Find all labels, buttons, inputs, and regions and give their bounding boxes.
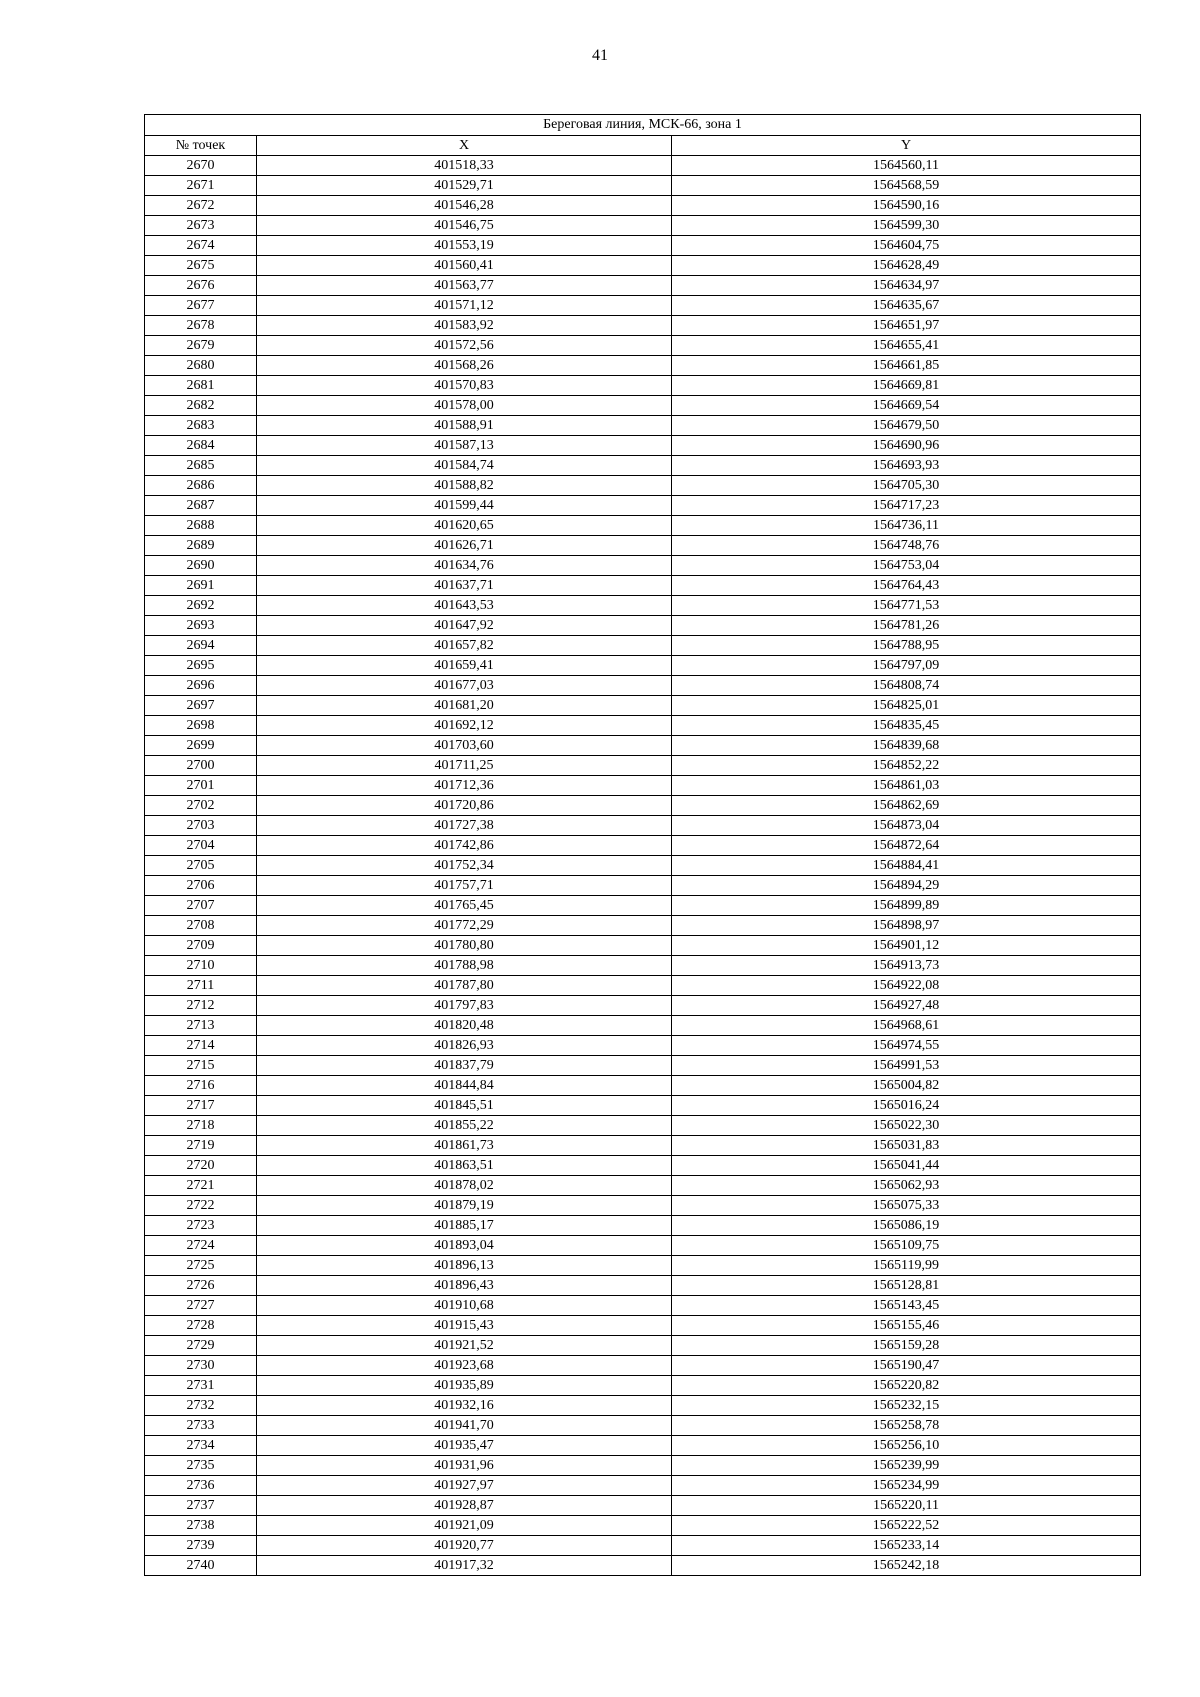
table-row bbox=[145, 1436, 1141, 1456]
cell-point-number: 2724 bbox=[145, 1236, 257, 1256]
cell-x: 401910,68 bbox=[257, 1296, 672, 1316]
table-header-row bbox=[145, 136, 1141, 156]
table-row bbox=[145, 296, 1141, 316]
cell-y: 1564599,30 bbox=[672, 216, 1141, 236]
cell-y: 1564748,76 bbox=[672, 536, 1141, 556]
table-row bbox=[145, 316, 1141, 336]
cell-point-number: 2736 bbox=[145, 1476, 257, 1496]
cell-point-number: 2703 bbox=[145, 816, 257, 836]
table-row bbox=[145, 1096, 1141, 1116]
cell-x: 401677,03 bbox=[257, 676, 672, 696]
cell-point-number: 2721 bbox=[145, 1176, 257, 1196]
cell-y: 1565086,19 bbox=[672, 1216, 1141, 1236]
table-row bbox=[145, 1336, 1141, 1356]
table-row bbox=[145, 1556, 1141, 1576]
cell-y: 1565220,82 bbox=[672, 1376, 1141, 1396]
table-row bbox=[145, 1256, 1141, 1276]
table-row bbox=[145, 456, 1141, 476]
table-row bbox=[145, 536, 1141, 556]
cell-x: 401588,91 bbox=[257, 416, 672, 436]
table-row bbox=[145, 996, 1141, 1016]
table-row bbox=[145, 416, 1141, 436]
cell-point-number: 2697 bbox=[145, 696, 257, 716]
cell-x: 401703,60 bbox=[257, 736, 672, 756]
cell-y: 1564901,12 bbox=[672, 936, 1141, 956]
cell-y: 1565062,93 bbox=[672, 1176, 1141, 1196]
table-row bbox=[145, 436, 1141, 456]
cell-x: 401546,28 bbox=[257, 196, 672, 216]
cell-y: 1564655,41 bbox=[672, 336, 1141, 356]
cell-y: 1564634,97 bbox=[672, 276, 1141, 296]
table-row bbox=[145, 256, 1141, 276]
cell-point-number: 2726 bbox=[145, 1276, 257, 1296]
cell-y: 1565016,24 bbox=[672, 1096, 1141, 1116]
table-row bbox=[145, 876, 1141, 896]
cell-y: 1564764,43 bbox=[672, 576, 1141, 596]
cell-point-number: 2691 bbox=[145, 576, 257, 596]
cell-y: 1564679,50 bbox=[672, 416, 1141, 436]
cell-x: 401797,83 bbox=[257, 996, 672, 1016]
cell-y: 1565233,14 bbox=[672, 1536, 1141, 1556]
cell-point-number: 2722 bbox=[145, 1196, 257, 1216]
cell-y: 1564669,81 bbox=[672, 376, 1141, 396]
cell-x: 401935,89 bbox=[257, 1376, 672, 1396]
table-row bbox=[145, 1536, 1141, 1556]
cell-x: 401568,26 bbox=[257, 356, 672, 376]
cell-x: 401772,29 bbox=[257, 916, 672, 936]
table-row bbox=[145, 716, 1141, 736]
cell-y: 1564797,09 bbox=[672, 656, 1141, 676]
cell-y: 1565041,44 bbox=[672, 1156, 1141, 1176]
table-row bbox=[145, 156, 1141, 176]
table-row bbox=[145, 1516, 1141, 1536]
cell-point-number: 2673 bbox=[145, 216, 257, 236]
cell-y: 1564862,69 bbox=[672, 796, 1141, 816]
cell-y: 1564736,11 bbox=[672, 516, 1141, 536]
table-row bbox=[145, 856, 1141, 876]
cell-y: 1565222,52 bbox=[672, 1516, 1141, 1536]
cell-point-number: 2725 bbox=[145, 1256, 257, 1276]
cell-x: 401637,71 bbox=[257, 576, 672, 596]
cell-point-number: 2701 bbox=[145, 776, 257, 796]
cell-point-number: 2688 bbox=[145, 516, 257, 536]
cell-point-number: 2678 bbox=[145, 316, 257, 336]
cell-point-number: 2737 bbox=[145, 1496, 257, 1516]
table-row bbox=[145, 236, 1141, 256]
cell-point-number: 2674 bbox=[145, 236, 257, 256]
cell-x: 401788,98 bbox=[257, 956, 672, 976]
table-row bbox=[145, 1116, 1141, 1136]
cell-x: 401578,00 bbox=[257, 396, 672, 416]
table-row bbox=[145, 656, 1141, 676]
table-row bbox=[145, 476, 1141, 496]
cell-x: 401921,52 bbox=[257, 1336, 672, 1356]
cell-point-number: 2727 bbox=[145, 1296, 257, 1316]
cell-point-number: 2723 bbox=[145, 1216, 257, 1236]
cell-x: 401826,93 bbox=[257, 1036, 672, 1056]
cell-y: 1564628,49 bbox=[672, 256, 1141, 276]
cell-x: 401571,12 bbox=[257, 296, 672, 316]
table-row bbox=[145, 1276, 1141, 1296]
cell-x: 401855,22 bbox=[257, 1116, 672, 1136]
table-row bbox=[145, 176, 1141, 196]
cell-point-number: 2682 bbox=[145, 396, 257, 416]
cell-y: 1565220,11 bbox=[672, 1496, 1141, 1516]
cell-point-number: 2696 bbox=[145, 676, 257, 696]
cell-y: 1564884,41 bbox=[672, 856, 1141, 876]
cell-y: 1564788,95 bbox=[672, 636, 1141, 656]
cell-point-number: 2729 bbox=[145, 1336, 257, 1356]
cell-y: 1564968,61 bbox=[672, 1016, 1141, 1036]
table-row bbox=[145, 1456, 1141, 1476]
table-row bbox=[145, 1196, 1141, 1216]
cell-y: 1564604,75 bbox=[672, 236, 1141, 256]
cell-y: 1564690,96 bbox=[672, 436, 1141, 456]
cell-point-number: 2709 bbox=[145, 936, 257, 956]
table-row bbox=[145, 796, 1141, 816]
cell-x: 401727,38 bbox=[257, 816, 672, 836]
cell-y: 1564808,74 bbox=[672, 676, 1141, 696]
cell-y: 1565109,75 bbox=[672, 1236, 1141, 1256]
cell-y: 1564894,29 bbox=[672, 876, 1141, 896]
cell-x: 401647,92 bbox=[257, 616, 672, 636]
table-row bbox=[145, 216, 1141, 236]
cell-x: 401879,19 bbox=[257, 1196, 672, 1216]
cell-x: 401620,65 bbox=[257, 516, 672, 536]
cell-y: 1564991,53 bbox=[672, 1056, 1141, 1076]
cell-y: 1564781,26 bbox=[672, 616, 1141, 636]
table-row bbox=[145, 596, 1141, 616]
cell-point-number: 2695 bbox=[145, 656, 257, 676]
cell-x: 401588,82 bbox=[257, 476, 672, 496]
table-row bbox=[145, 636, 1141, 656]
cell-point-number: 2715 bbox=[145, 1056, 257, 1076]
cell-point-number: 2698 bbox=[145, 716, 257, 736]
cell-point-number: 2712 bbox=[145, 996, 257, 1016]
cell-point-number: 2730 bbox=[145, 1356, 257, 1376]
cell-y: 1564590,16 bbox=[672, 196, 1141, 216]
cell-x: 401587,13 bbox=[257, 436, 672, 456]
cell-y: 1564913,73 bbox=[672, 956, 1141, 976]
table-row bbox=[145, 1156, 1141, 1176]
cell-y: 1565232,15 bbox=[672, 1396, 1141, 1416]
table-caption: Береговая линия, МСК-66, зона 1 bbox=[145, 115, 1141, 136]
table-row bbox=[145, 776, 1141, 796]
cell-y: 1564899,89 bbox=[672, 896, 1141, 916]
table-row bbox=[145, 976, 1141, 996]
table-row bbox=[145, 616, 1141, 636]
table-body bbox=[145, 156, 1141, 1576]
cell-y: 1565155,46 bbox=[672, 1316, 1141, 1336]
table-row bbox=[145, 1316, 1141, 1336]
cell-x: 401917,32 bbox=[257, 1556, 672, 1576]
cell-point-number: 2740 bbox=[145, 1556, 257, 1576]
cell-y: 1564661,85 bbox=[672, 356, 1141, 376]
table-row bbox=[145, 756, 1141, 776]
table-row bbox=[145, 376, 1141, 396]
coordinates-table bbox=[144, 114, 1141, 1576]
cell-x: 401712,36 bbox=[257, 776, 672, 796]
header-y: Y bbox=[672, 136, 1141, 156]
cell-point-number: 2702 bbox=[145, 796, 257, 816]
cell-x: 401920,77 bbox=[257, 1536, 672, 1556]
table-row bbox=[145, 1396, 1141, 1416]
cell-point-number: 2680 bbox=[145, 356, 257, 376]
cell-x: 401757,71 bbox=[257, 876, 672, 896]
cell-x: 401845,51 bbox=[257, 1096, 672, 1116]
cell-point-number: 2711 bbox=[145, 976, 257, 996]
cell-y: 1564839,68 bbox=[672, 736, 1141, 756]
cell-x: 401546,75 bbox=[257, 216, 672, 236]
table-row bbox=[145, 276, 1141, 296]
cell-point-number: 2699 bbox=[145, 736, 257, 756]
cell-point-number: 2685 bbox=[145, 456, 257, 476]
table-row bbox=[145, 1216, 1141, 1236]
table-row bbox=[145, 356, 1141, 376]
cell-point-number: 2675 bbox=[145, 256, 257, 276]
table-row bbox=[145, 696, 1141, 716]
cell-point-number: 2681 bbox=[145, 376, 257, 396]
cell-y: 1565190,47 bbox=[672, 1356, 1141, 1376]
cell-x: 401863,51 bbox=[257, 1156, 672, 1176]
cell-x: 401752,34 bbox=[257, 856, 672, 876]
cell-y: 1564861,03 bbox=[672, 776, 1141, 796]
table-row bbox=[145, 1176, 1141, 1196]
cell-point-number: 2719 bbox=[145, 1136, 257, 1156]
table-row bbox=[145, 1296, 1141, 1316]
cell-y: 1565159,28 bbox=[672, 1336, 1141, 1356]
cell-y: 1565128,81 bbox=[672, 1276, 1141, 1296]
cell-point-number: 2720 bbox=[145, 1156, 257, 1176]
cell-y: 1564873,04 bbox=[672, 816, 1141, 836]
table-row bbox=[145, 1416, 1141, 1436]
cell-x: 401634,76 bbox=[257, 556, 672, 576]
cell-x: 401820,48 bbox=[257, 1016, 672, 1036]
cell-x: 401657,82 bbox=[257, 636, 672, 656]
table-row bbox=[145, 1356, 1141, 1376]
table-row bbox=[145, 396, 1141, 416]
cell-point-number: 2700 bbox=[145, 756, 257, 776]
table-row bbox=[145, 556, 1141, 576]
cell-point-number: 2714 bbox=[145, 1036, 257, 1056]
cell-point-number: 2739 bbox=[145, 1536, 257, 1556]
table-row bbox=[145, 816, 1141, 836]
table-row bbox=[145, 1076, 1141, 1096]
cell-point-number: 2676 bbox=[145, 276, 257, 296]
cell-x: 401570,83 bbox=[257, 376, 672, 396]
cell-point-number: 2708 bbox=[145, 916, 257, 936]
cell-point-number: 2671 bbox=[145, 176, 257, 196]
cell-point-number: 2704 bbox=[145, 836, 257, 856]
cell-point-number: 2706 bbox=[145, 876, 257, 896]
cell-point-number: 2718 bbox=[145, 1116, 257, 1136]
cell-y: 1565004,82 bbox=[672, 1076, 1141, 1096]
cell-point-number: 2713 bbox=[145, 1016, 257, 1036]
table-row bbox=[145, 336, 1141, 356]
table-row bbox=[145, 936, 1141, 956]
cell-point-number: 2716 bbox=[145, 1076, 257, 1096]
cell-x: 401765,45 bbox=[257, 896, 672, 916]
cell-point-number: 2689 bbox=[145, 536, 257, 556]
cell-x: 401861,73 bbox=[257, 1136, 672, 1156]
cell-y: 1564635,67 bbox=[672, 296, 1141, 316]
cell-x: 401584,74 bbox=[257, 456, 672, 476]
cell-x: 401878,02 bbox=[257, 1176, 672, 1196]
cell-point-number: 2684 bbox=[145, 436, 257, 456]
table-row bbox=[145, 516, 1141, 536]
cell-x: 401560,41 bbox=[257, 256, 672, 276]
table-row bbox=[145, 916, 1141, 936]
table-row bbox=[145, 896, 1141, 916]
cell-x: 401720,86 bbox=[257, 796, 672, 816]
cell-y: 1564898,97 bbox=[672, 916, 1141, 936]
cell-y: 1564927,48 bbox=[672, 996, 1141, 1016]
cell-point-number: 2710 bbox=[145, 956, 257, 976]
table-row bbox=[145, 956, 1141, 976]
header-point-number: № точек bbox=[145, 136, 257, 156]
table-row bbox=[145, 1376, 1141, 1396]
cell-point-number: 2670 bbox=[145, 156, 257, 176]
cell-x: 401928,87 bbox=[257, 1496, 672, 1516]
cell-y: 1564717,23 bbox=[672, 496, 1141, 516]
table-row bbox=[145, 1056, 1141, 1076]
cell-x: 401941,70 bbox=[257, 1416, 672, 1436]
cell-y: 1565258,78 bbox=[672, 1416, 1141, 1436]
cell-x: 401626,71 bbox=[257, 536, 672, 556]
cell-x: 401583,92 bbox=[257, 316, 672, 336]
cell-point-number: 2732 bbox=[145, 1396, 257, 1416]
cell-y: 1565022,30 bbox=[672, 1116, 1141, 1136]
cell-y: 1564560,11 bbox=[672, 156, 1141, 176]
cell-point-number: 2686 bbox=[145, 476, 257, 496]
cell-x: 401780,80 bbox=[257, 936, 672, 956]
cell-y: 1565242,18 bbox=[672, 1556, 1141, 1576]
cell-x: 401599,44 bbox=[257, 496, 672, 516]
table-row bbox=[145, 676, 1141, 696]
cell-y: 1565031,83 bbox=[672, 1136, 1141, 1156]
table-row bbox=[145, 496, 1141, 516]
cell-x: 401643,53 bbox=[257, 596, 672, 616]
cell-x: 401844,84 bbox=[257, 1076, 672, 1096]
cell-y: 1564835,45 bbox=[672, 716, 1141, 736]
cell-point-number: 2731 bbox=[145, 1376, 257, 1396]
cell-x: 401931,96 bbox=[257, 1456, 672, 1476]
cell-y: 1564922,08 bbox=[672, 976, 1141, 996]
cell-point-number: 2733 bbox=[145, 1416, 257, 1436]
cell-y: 1564753,04 bbox=[672, 556, 1141, 576]
cell-x: 401742,86 bbox=[257, 836, 672, 856]
cell-y: 1565234,99 bbox=[672, 1476, 1141, 1496]
cell-x: 401659,41 bbox=[257, 656, 672, 676]
cell-point-number: 2707 bbox=[145, 896, 257, 916]
cell-point-number: 2705 bbox=[145, 856, 257, 876]
cell-point-number: 2694 bbox=[145, 636, 257, 656]
page-number: 41 bbox=[592, 47, 608, 64]
cell-x: 401518,33 bbox=[257, 156, 672, 176]
table-row bbox=[145, 196, 1141, 216]
cell-y: 1565256,10 bbox=[672, 1436, 1141, 1456]
cell-y: 1564651,97 bbox=[672, 316, 1141, 336]
cell-x: 401893,04 bbox=[257, 1236, 672, 1256]
cell-x: 401896,13 bbox=[257, 1256, 672, 1276]
cell-x: 401923,68 bbox=[257, 1356, 672, 1376]
table-row bbox=[145, 836, 1141, 856]
cell-y: 1565075,33 bbox=[672, 1196, 1141, 1216]
cell-y: 1564771,53 bbox=[672, 596, 1141, 616]
header-x: X bbox=[257, 136, 672, 156]
cell-x: 401681,20 bbox=[257, 696, 672, 716]
cell-point-number: 2672 bbox=[145, 196, 257, 216]
table-row bbox=[145, 1496, 1141, 1516]
table-caption-row bbox=[145, 115, 1141, 136]
cell-x: 401529,71 bbox=[257, 176, 672, 196]
cell-x: 401921,09 bbox=[257, 1516, 672, 1536]
cell-point-number: 2679 bbox=[145, 336, 257, 356]
table-row bbox=[145, 1016, 1141, 1036]
cell-x: 401572,56 bbox=[257, 336, 672, 356]
cell-y: 1565119,99 bbox=[672, 1256, 1141, 1276]
cell-x: 401711,25 bbox=[257, 756, 672, 776]
table-row bbox=[145, 1036, 1141, 1056]
cell-x: 401885,17 bbox=[257, 1216, 672, 1236]
cell-y: 1564852,22 bbox=[672, 756, 1141, 776]
cell-y: 1564705,30 bbox=[672, 476, 1141, 496]
cell-x: 401932,16 bbox=[257, 1396, 672, 1416]
cell-x: 401927,97 bbox=[257, 1476, 672, 1496]
cell-y: 1564669,54 bbox=[672, 396, 1141, 416]
table-row bbox=[145, 576, 1141, 596]
table-row bbox=[145, 1476, 1141, 1496]
cell-y: 1564872,64 bbox=[672, 836, 1141, 856]
cell-y: 1564693,93 bbox=[672, 456, 1141, 476]
cell-y: 1565143,45 bbox=[672, 1296, 1141, 1316]
cell-x: 401896,43 bbox=[257, 1276, 672, 1296]
cell-x: 401692,12 bbox=[257, 716, 672, 736]
table-row bbox=[145, 1236, 1141, 1256]
cell-y: 1564568,59 bbox=[672, 176, 1141, 196]
cell-y: 1564825,01 bbox=[672, 696, 1141, 716]
cell-point-number: 2690 bbox=[145, 556, 257, 576]
table-row bbox=[145, 736, 1141, 756]
cell-point-number: 2738 bbox=[145, 1516, 257, 1536]
cell-x: 401837,79 bbox=[257, 1056, 672, 1076]
cell-point-number: 2683 bbox=[145, 416, 257, 436]
cell-x: 401553,19 bbox=[257, 236, 672, 256]
cell-point-number: 2693 bbox=[145, 616, 257, 636]
cell-point-number: 2677 bbox=[145, 296, 257, 316]
cell-y: 1565239,99 bbox=[672, 1456, 1141, 1476]
cell-point-number: 2734 bbox=[145, 1436, 257, 1456]
cell-x: 401563,77 bbox=[257, 276, 672, 296]
cell-point-number: 2717 bbox=[145, 1096, 257, 1116]
cell-x: 401915,43 bbox=[257, 1316, 672, 1336]
cell-x: 401935,47 bbox=[257, 1436, 672, 1456]
cell-point-number: 2687 bbox=[145, 496, 257, 516]
cell-y: 1564974,55 bbox=[672, 1036, 1141, 1056]
cell-point-number: 2728 bbox=[145, 1316, 257, 1336]
table-row bbox=[145, 1136, 1141, 1156]
cell-x: 401787,80 bbox=[257, 976, 672, 996]
cell-point-number: 2735 bbox=[145, 1456, 257, 1476]
cell-point-number: 2692 bbox=[145, 596, 257, 616]
